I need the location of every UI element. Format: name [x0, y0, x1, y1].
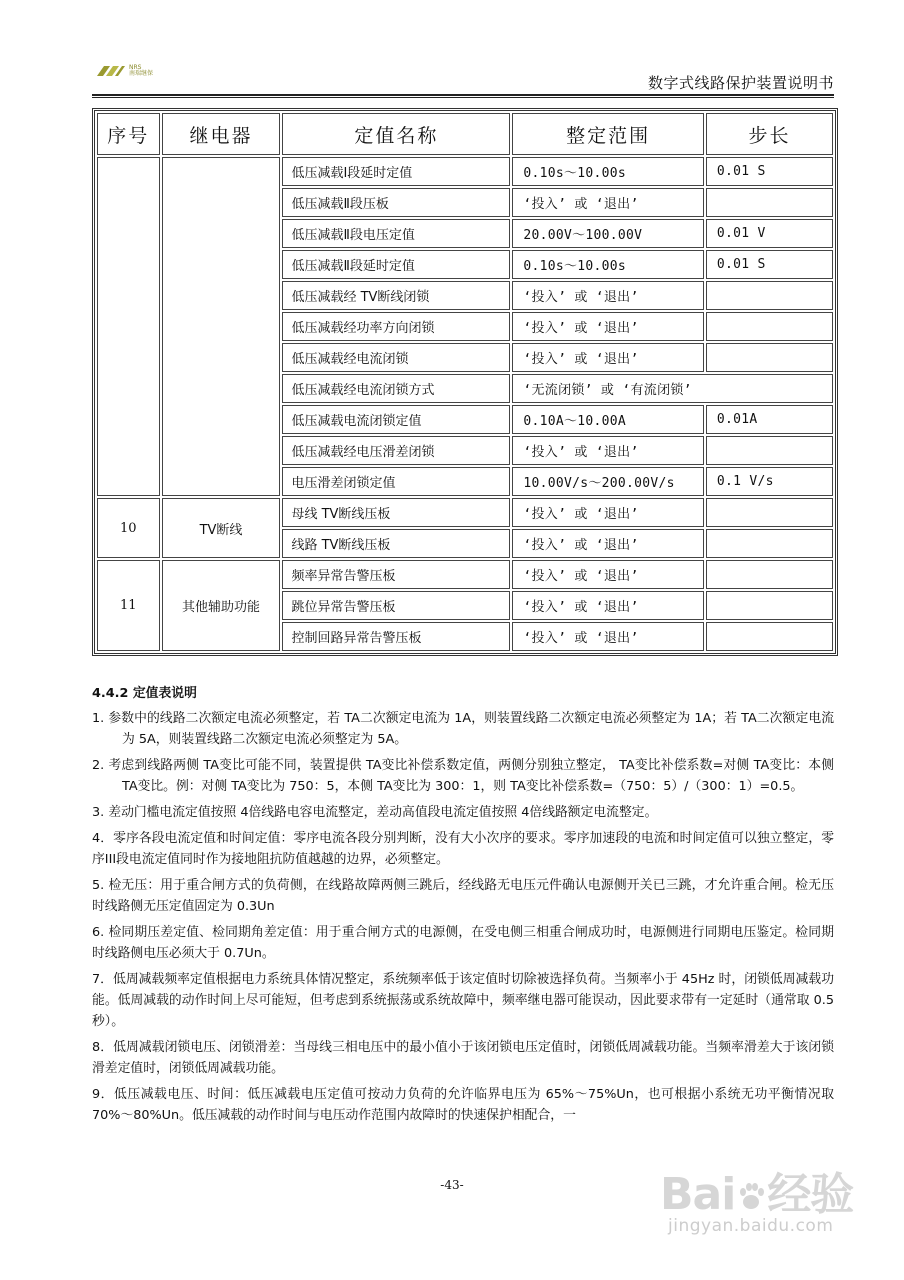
setting-step: [706, 188, 833, 217]
baidu-watermark: [660, 1158, 870, 1248]
settings-table: [92, 108, 838, 656]
setting-name: 低压减载经电压滑差闭锁: [282, 436, 510, 465]
watermark-logo: [660, 1158, 853, 1222]
setting-name: 低压减载Ⅱ段延时定值: [282, 250, 510, 279]
table-header-row: [97, 113, 833, 155]
setting-step: 0.1 V/s: [706, 467, 833, 496]
page-header: [92, 58, 834, 98]
note-paragraph: 1. 参数中的线路二次额定电流必须整定，若 TA二次额定电流为 1A，则装置线路二次额定电流必须整定为 1A；若 TA二次额定电流为 5A，则装置线路二次额定电流必须整定为 5A。: [92, 711, 834, 747]
col-header-name: 定值名称: [282, 113, 510, 155]
table-row: [97, 560, 833, 589]
setting-range: 0.10A～10.00A: [512, 405, 704, 434]
note-paragraph: 3. 差动门槛电流定值按照 4倍线路电容电流整定，差动高值段电流定值按照 4倍线路额定电流整定。: [92, 805, 658, 820]
setting-name: 控制回路异常告警压板: [282, 622, 510, 651]
setting-step: [706, 622, 833, 651]
document-title: 数字式线路保护装置说明书: [647, 74, 834, 92]
col-header-step: 步长: [706, 113, 833, 155]
table-row: [97, 157, 833, 186]
col-header-range: 整定范围: [512, 113, 704, 155]
setting-step: [706, 529, 833, 558]
table-row: [97, 498, 833, 527]
note-paragraph: 2. 考虑到线路两侧 TA变比可能不同，装置提供 TA变比补偿系数定值，两侧分别独立整定， TA变比补偿系数=对侧 TA变比：本侧 TA变比。例：对侧 TA变比为 750：5，本侧 TA变比为 300：1，则 TA变比补偿系数=（750：5）/（300：1）=0.5。: [92, 758, 834, 794]
paw-icon: [735, 1181, 767, 1213]
col-header-seq: 序号: [97, 113, 160, 155]
logo-text-sub: 南瑞继保: [129, 70, 154, 77]
relay-name: 其他辅助功能: [162, 560, 281, 651]
setting-step: [706, 591, 833, 620]
setting-step: [706, 560, 833, 589]
setting-name: 低压减载经功率方向闭锁: [282, 312, 510, 341]
relay-cell-continued: [162, 157, 281, 496]
setting-name: 母线 TV断线压板: [282, 498, 510, 527]
setting-name: 低压减载电流闭锁定值: [282, 405, 510, 434]
setting-range: 0.10s～10.00s: [512, 157, 704, 186]
note-paragraph: 6. 检同期压差定值、检同期角差定值：用于重合闸方式的电源侧，在受电侧三相重合闸成功时，电源侧进行同期电压鉴定。检同期时线路侧电压必须大于 0.7Un。: [92, 925, 834, 961]
setting-step: 0.01 S: [706, 157, 833, 186]
setting-name: 低压减载Ⅱ段电压定值: [282, 219, 510, 248]
setting-range: ‘投入’ 或 ‘退出’: [512, 498, 704, 527]
setting-name: 低压减载经电流闭锁: [282, 343, 510, 372]
setting-name: 低压减载经 TV断线闭锁: [282, 281, 510, 310]
section-body: [92, 683, 834, 1131]
setting-name: 低压减载Ⅱ段压板: [282, 188, 510, 217]
setting-step: [706, 498, 833, 527]
setting-name: 低压减载经电流闭锁方式: [282, 374, 510, 403]
setting-range: ‘投入’ 或 ‘退出’: [512, 591, 704, 620]
setting-range: ‘投入’ 或 ‘退出’: [512, 560, 704, 589]
note-paragraph: 5. 检无压：用于重合闸方式的负荷侧，在线路故障两侧三跳后，经线路无电压元件确认电源侧开关已三跳，才允许重合闸。检无压时线路侧无压定值固定为 0.3Un: [92, 878, 834, 914]
note-paragraph: 7．低周减载频率定值根据电力系统具体情况整定，系统频率低于该定值时切除被选择负荷。当频率小于 45Hz 时，闭锁低周减载功能。低周减载的动作时间上尽可能短，但考虑到系统振荡或系统故障中，频率继电器可能误动，因此要求带有一定延时（通常取 0.5 秒）。: [92, 972, 834, 1029]
setting-name: 线路 TV断线压板: [282, 529, 510, 558]
logo-text-main: NRS: [129, 64, 142, 71]
setting-step: 0.01A: [706, 405, 833, 434]
nrs-logo-icon: [96, 64, 126, 78]
logo-text: [129, 65, 153, 77]
setting-step: [706, 312, 833, 341]
setting-name: 频率异常告警压板: [282, 560, 510, 589]
page-number: -43-: [440, 1178, 464, 1192]
note-paragraph: 8．低周减载闭锁电压、闭锁滑差：当母线三相电压中的最小值小于该闭锁电压定值时，闭锁低周减载功能。当频率滑差大于该闭锁滑差定值时，闭锁低周减载功能。: [92, 1040, 834, 1076]
setting-range: 10.00V/s～200.00V/s: [512, 467, 704, 496]
setting-name: 电压滑差闭锁定值: [282, 467, 510, 496]
setting-range: ‘投入’ 或 ‘退出’: [512, 436, 704, 465]
note-paragraph: 4．零序各段电流定值和时间定值：零序电流各段分别判断，没有大小次序的要求。零序加速段的电流和时间定值可以独立整定，零序III段电流定值同时作为接地阻抗防值越越的边界，必须整定。: [92, 831, 834, 867]
watermark-brand-right: 经验: [767, 1169, 854, 1220]
setting-range: 20.00V～100.00V: [512, 219, 704, 248]
setting-range: ‘投入’ 或 ‘退出’: [512, 281, 704, 310]
relay-name: TV断线: [162, 498, 281, 558]
setting-range: ‘投入’ 或 ‘退出’: [512, 188, 704, 217]
company-logo: [96, 64, 153, 78]
setting-range: ‘投入’ 或 ‘退出’: [512, 529, 704, 558]
seq-number: 10: [97, 498, 160, 558]
section-heading: 4.4.2 定值表说明: [92, 686, 197, 701]
setting-range: ‘投入’ 或 ‘退出’: [512, 312, 704, 341]
setting-range: ‘投入’ 或 ‘退出’: [512, 343, 704, 372]
watermark-brand-left: Bai: [660, 1169, 736, 1220]
header-rule: [92, 94, 834, 96]
setting-range: ‘无流闭锁’ 或 ‘有流闭锁’: [512, 374, 833, 403]
setting-step: [706, 343, 833, 372]
watermark-url: jingyan.baidu.com: [668, 1216, 834, 1236]
note-paragraph: 9．低压减载电压、时间：低压减载电压定值可按动力负荷的允许临界电压为 65%～75%Un，也可根据小系统无功平衡情况取 70%～80%Un。低压减载的动作时间与电压动作范围内故障时的快速保护相配合，一: [92, 1087, 834, 1123]
header-rule-thin: [92, 97, 834, 98]
setting-name: 跳位异常告警压板: [282, 591, 510, 620]
setting-name: 低压减载Ⅰ段延时定值: [282, 157, 510, 186]
setting-step: 0.01 V: [706, 219, 833, 248]
setting-range: ‘投入’ 或 ‘退出’: [512, 622, 704, 651]
setting-range: 0.10s～10.00s: [512, 250, 704, 279]
setting-step: [706, 281, 833, 310]
seq-number: 11: [97, 560, 160, 651]
setting-step: 0.01 S: [706, 250, 833, 279]
setting-step: [706, 436, 833, 465]
seq-cell-continued: [97, 157, 160, 496]
col-header-relay: 继电器: [162, 113, 281, 155]
